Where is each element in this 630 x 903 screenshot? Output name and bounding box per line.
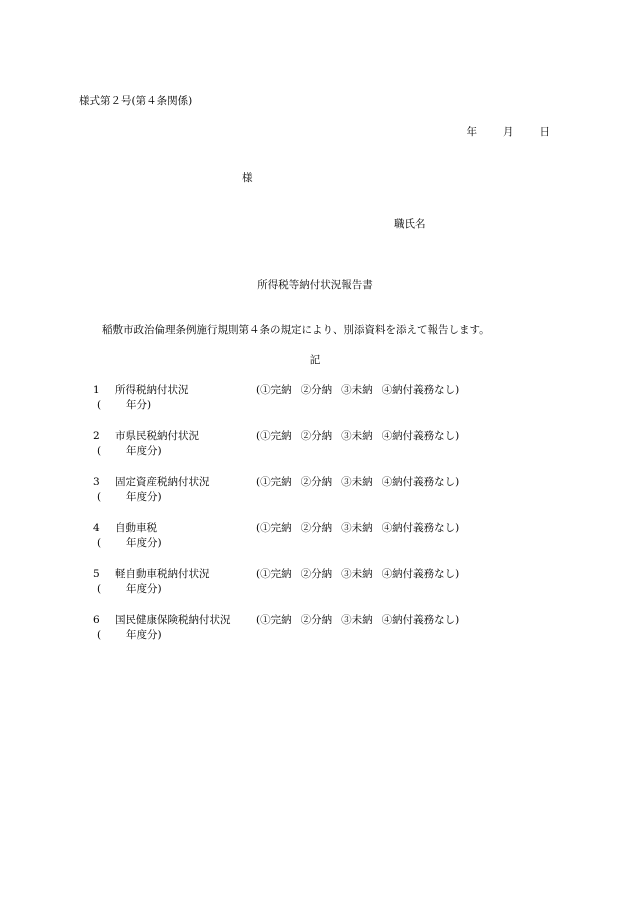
option-unpaid: ③未納 bbox=[341, 568, 373, 580]
date-year-label: 年 bbox=[466, 126, 477, 138]
list-item bbox=[0, 521, 630, 567]
item-number: 1 bbox=[93, 384, 100, 396]
option-installment: ②分納 bbox=[300, 476, 333, 488]
period-open-paren: ( bbox=[97, 583, 102, 595]
item-options bbox=[256, 567, 468, 581]
item-options bbox=[256, 383, 468, 397]
option-complete: (①完納 bbox=[256, 522, 292, 534]
option-unpaid: ③未納 bbox=[341, 476, 373, 488]
item-name: 固定資産税納付状況 bbox=[115, 476, 210, 488]
item-period bbox=[97, 490, 162, 504]
period-label: 年度分) bbox=[126, 629, 162, 641]
item-options bbox=[256, 475, 468, 489]
option-no-obligation: ④納付義務なし) bbox=[381, 430, 460, 442]
list-item bbox=[0, 383, 630, 429]
date-month-label: 月 bbox=[503, 126, 514, 138]
item-number: 5 bbox=[93, 568, 100, 580]
form-number: 様式第２号(第４条関係) bbox=[79, 95, 193, 107]
item-list bbox=[0, 383, 630, 659]
item-name: 自動車税 bbox=[115, 522, 157, 534]
item-name: 軽自動車税納付状況 bbox=[115, 568, 210, 580]
option-complete: (①完納 bbox=[256, 384, 292, 396]
option-installment: ②分納 bbox=[300, 384, 333, 396]
item-options bbox=[256, 613, 468, 627]
period-open-paren: ( bbox=[97, 491, 102, 503]
option-unpaid: ③未納 bbox=[341, 614, 373, 626]
document-title: 所得税等納付状況報告書 bbox=[257, 279, 373, 291]
item-number: 6 bbox=[93, 614, 100, 626]
item-period bbox=[97, 398, 151, 412]
option-installment: ②分納 bbox=[300, 522, 333, 534]
option-complete: (①完納 bbox=[256, 568, 292, 580]
item-number: 3 bbox=[93, 476, 100, 488]
period-label: 年度分) bbox=[126, 445, 162, 457]
option-no-obligation: ④納付義務なし) bbox=[381, 384, 460, 396]
item-name: 所得税納付状況 bbox=[115, 384, 189, 396]
item-period bbox=[97, 536, 162, 550]
period-label: 年度分) bbox=[126, 491, 162, 503]
option-complete: (①完納 bbox=[256, 430, 292, 442]
item-period bbox=[97, 628, 162, 642]
option-unpaid: ③未納 bbox=[341, 430, 373, 442]
period-open-paren: ( bbox=[97, 537, 102, 549]
item-period bbox=[97, 444, 162, 458]
period-label: 年度分) bbox=[126, 537, 162, 549]
reporter-label: 職氏名 bbox=[394, 218, 426, 230]
option-installment: ②分納 bbox=[300, 614, 333, 626]
option-unpaid: ③未納 bbox=[341, 384, 373, 396]
period-open-paren: ( bbox=[97, 629, 102, 641]
item-options bbox=[256, 521, 468, 535]
list-item bbox=[0, 567, 630, 613]
date-line bbox=[467, 125, 551, 139]
option-no-obligation: ④納付義務なし) bbox=[381, 614, 460, 626]
period-label: 年分) bbox=[126, 399, 152, 411]
option-no-obligation: ④納付義務なし) bbox=[381, 568, 460, 580]
item-options bbox=[256, 429, 468, 443]
item-name: 市県民税納付状況 bbox=[115, 430, 199, 442]
period-open-paren: ( bbox=[97, 399, 102, 411]
option-unpaid: ③未納 bbox=[341, 522, 373, 534]
option-no-obligation: ④納付義務なし) bbox=[381, 476, 460, 488]
list-item bbox=[0, 475, 630, 521]
option-installment: ②分納 bbox=[300, 568, 333, 580]
addressee-suffix: 様 bbox=[242, 172, 253, 184]
option-installment: ②分納 bbox=[300, 430, 333, 442]
option-complete: (①完納 bbox=[256, 476, 292, 488]
period-label: 年度分) bbox=[126, 583, 162, 595]
option-no-obligation: ④納付義務なし) bbox=[381, 522, 460, 534]
ki-heading: 記 bbox=[309, 354, 321, 366]
period-open-paren: ( bbox=[97, 445, 102, 457]
item-number: 4 bbox=[93, 522, 100, 534]
item-number: 2 bbox=[93, 430, 100, 442]
date-day-label: 日 bbox=[539, 126, 550, 138]
item-name: 国民健康保険税納付状況 bbox=[115, 614, 231, 626]
list-item bbox=[0, 429, 630, 475]
list-item bbox=[0, 613, 630, 659]
item-period bbox=[97, 582, 162, 596]
body-text: 稲敷市政治倫理条例施行規則第４条の規定により、別添資料を添えて報告します。 bbox=[102, 324, 490, 336]
option-complete: (①完納 bbox=[256, 614, 292, 626]
